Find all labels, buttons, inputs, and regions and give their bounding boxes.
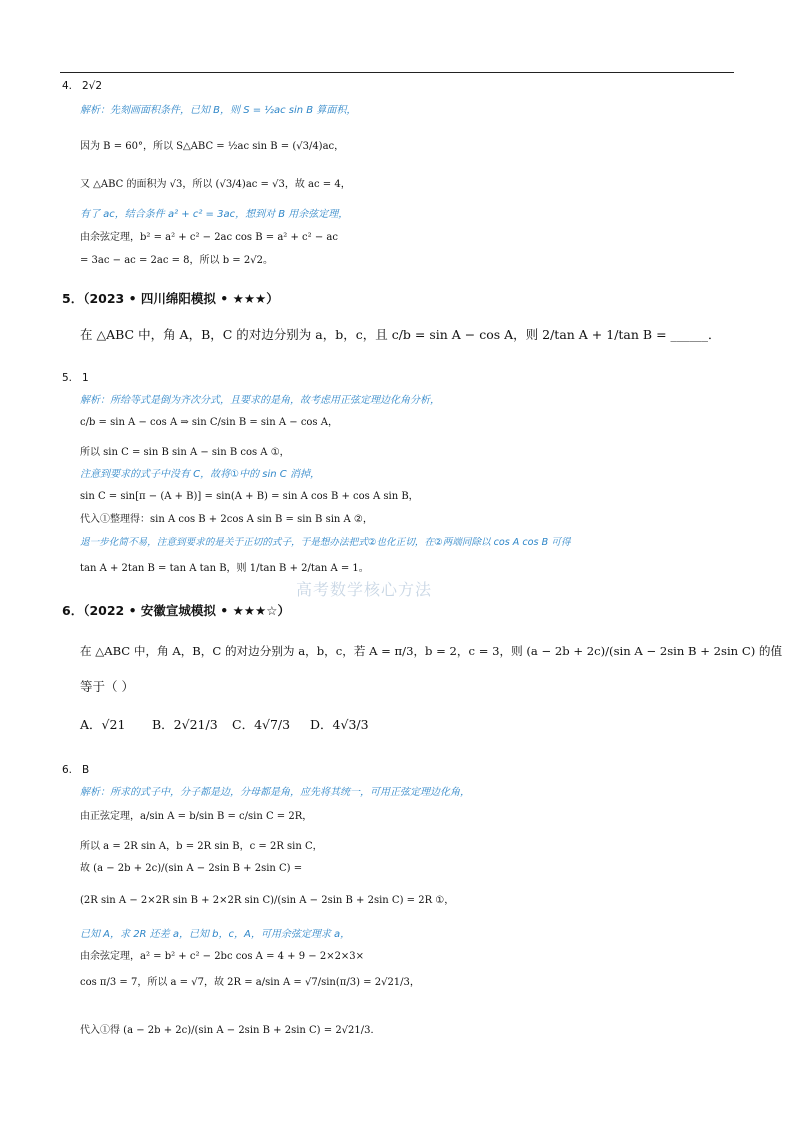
q5-answer-number: 5. bbox=[62, 372, 73, 384]
q6-line-7: 由余弦定理，a² = b² + c² − 2bc cos A = 4 + 9 − 2×2×3× bbox=[80, 951, 365, 962]
q4-line-1: 解析：先刻画面积条件，已知 B，则 S = ½ac sin B 算面积， bbox=[80, 105, 357, 116]
q4-line-4: 有了 ac，结合条件 a² + c² = 3ac，想到对 B 用余弦定理， bbox=[80, 209, 349, 220]
q5-answer-value: 1 bbox=[82, 372, 89, 384]
q5-line-2: c/b = sin A − cos A ⇒ sin C/sin B = sin A − cos A， bbox=[80, 417, 338, 428]
q5-line-5: sin C = sin[π − (A + B)] = sin(A + B) = sin A cos B + cos A sin B， bbox=[80, 491, 419, 502]
q6-answer-number: 6. bbox=[62, 764, 73, 776]
q5-line-7: 退一步化简不易，注意到要求的是关于正切的式子，于是想办法把式②也化正切，在②两端同除以 cos A cos B 可得 bbox=[80, 537, 571, 548]
q5-line-1: 解析：所给等式是倒为齐次分式，且要求的是角，故考虑用正弦定理边化角分析， bbox=[80, 395, 440, 406]
watermark-text: 高考数学核心方法 bbox=[296, 580, 433, 599]
q6-stem: 在 △ABC 中，角 A，B，C 的对边分别为 a，b，c，若 A = π/3，b = 2，c = 3，则 (a − 2b + 2c)/(sin A − 2sin B + 2sin C) 的值 bbox=[80, 644, 783, 658]
q6-option-a: A．√21 bbox=[80, 717, 126, 732]
q5-line-6: 代入①整理得：sin A cos B + 2cos A sin B = sin B sin A ②， bbox=[80, 514, 373, 525]
q6-option-b: B．2√21/3 bbox=[152, 717, 218, 732]
q5-header: 5．（2023 • 四川绵阳模拟 • ★★★） bbox=[62, 291, 279, 306]
q6-line-1: 解析：所求的式子中，分子都是边，分母都是角，应先将其统一，可用正弦定理边化角， bbox=[80, 787, 470, 798]
q5-line-3: 所以 sin C = sin B sin A − sin B cos A ①， bbox=[80, 447, 290, 458]
q6-header: 6．（2022 • 安徽宣城模拟 • ★★★☆） bbox=[62, 603, 290, 618]
q6-line-6: 已知 A，求 2R 还差 a，已知 b，c，A，可用余弦定理求 a， bbox=[80, 929, 351, 940]
q6-option-c: C．4√7/3 bbox=[232, 717, 291, 732]
q5-line-4: 注意到要求的式子中没有 C，故将①中的 sin C 消掉， bbox=[80, 469, 320, 480]
top-rule bbox=[60, 72, 734, 73]
q6-answer-value: B bbox=[82, 764, 90, 776]
q4-line-2: 因为 B = 60°，所以 S△ABC = ½ac sin B = (√3/4)ac， bbox=[80, 141, 345, 152]
q4-line-5: 由余弦定理，b² = a² + c² − 2ac cos B = a² + c² − ac bbox=[80, 232, 338, 243]
q6-line-5: (2R sin A − 2×2R sin B + 2×2R sin C)/(sin A − 2sin B + 2sin C) = 2R ①， bbox=[80, 895, 455, 906]
q5-line-8: tan A + 2tan B = tan A tan B，则 1/tan B + 2/tan A = 1。 bbox=[80, 563, 369, 574]
q6-line-4: 故 (a − 2b + 2c)/(sin A − 2sin B + 2sin C) = bbox=[80, 863, 303, 874]
q6-option-d: D．4√3/3 bbox=[310, 717, 369, 732]
q5-stem: 在 △ABC 中，角 A，B，C 的对边分别为 a，b，c，且 c/b = sin A − cos A，则 2/tan A + 1/tan B = ______． bbox=[80, 327, 721, 342]
q6-line-8: cos π/3 = 7，所以 a = √7，故 2R = a/sin A = √7/sin(π/3) = 2√21/3， bbox=[80, 977, 420, 988]
q6-line-3: 所以 a = 2R sin A，b = 2R sin B，c = 2R sin C， bbox=[80, 841, 323, 852]
q4-answer-value: 2√2 bbox=[82, 80, 103, 92]
q4-line-3: 又 △ABC 的面积为 √3，所以 (√3/4)ac = √3，故 ac = 4， bbox=[80, 179, 351, 190]
q6-stem-continued: 等于（ ） bbox=[80, 679, 134, 694]
q6-line-9: 代入①得 (a − 2b + 2c)/(sin A − 2sin B + 2sin C) = 2√21/3． bbox=[80, 1025, 381, 1036]
q6-line-2: 由正弦定理，a/sin A = b/sin B = c/sin C = 2R， bbox=[80, 811, 313, 822]
q4-line-6: = 3ac − ac = 2ac = 8，所以 b = 2√2。 bbox=[80, 255, 273, 266]
q4-answer-number: 4. bbox=[62, 80, 73, 92]
